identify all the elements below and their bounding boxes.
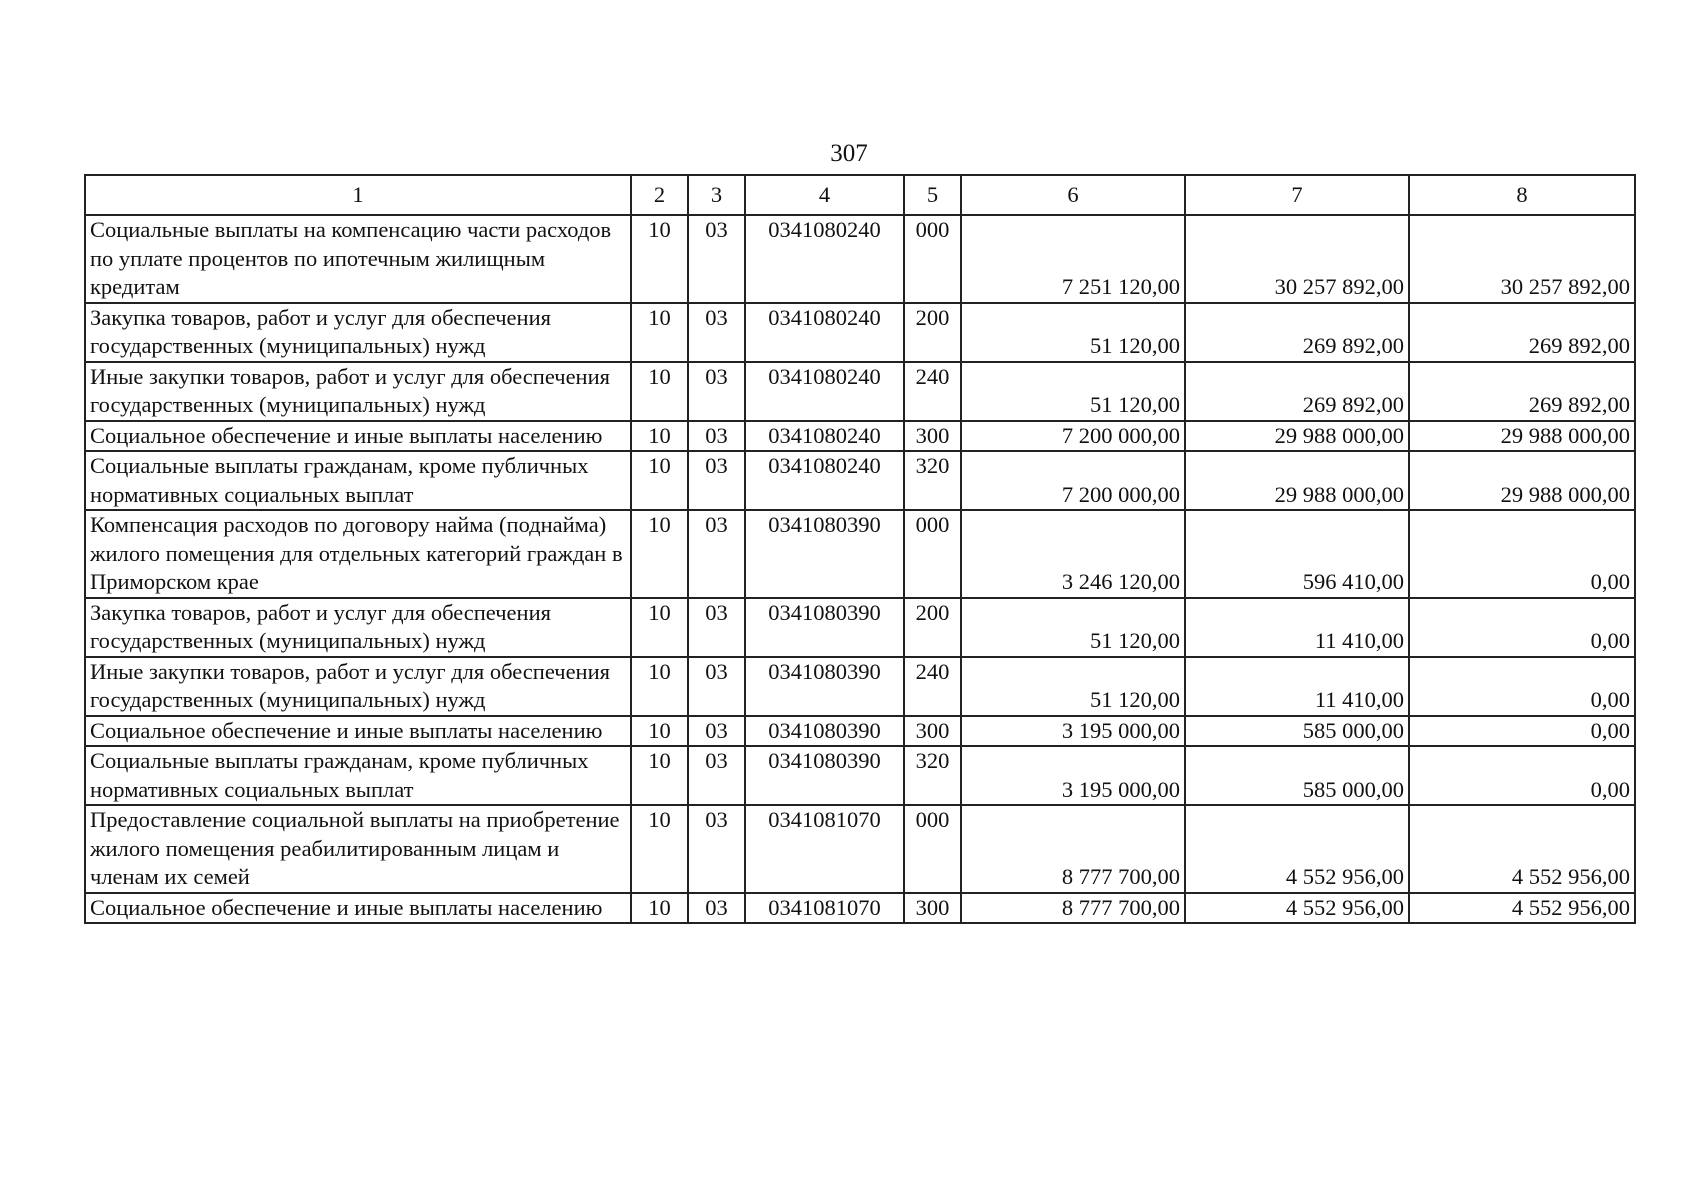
amount-col7-cell: 4 552 956,00 <box>1185 805 1409 893</box>
amount-col8-cell: 29 988 000,00 <box>1409 421 1635 452</box>
page-number: 307 <box>830 140 868 167</box>
column-header: 7 <box>1185 175 1409 215</box>
amount-col7-cell: 585 000,00 <box>1185 716 1409 747</box>
amount-col6-cell: 51 120,00 <box>961 598 1185 657</box>
row-name-cell: Закупка товаров, работ и услуг для обеспечения государственных (муниципальных) нужд <box>85 598 631 657</box>
amount-col8-cell: 30 257 892,00 <box>1409 215 1635 303</box>
target-article-cell: 0341080390 <box>745 657 904 716</box>
amount-col6-cell: 3 195 000,00 <box>961 716 1185 747</box>
amount-col7-cell: 11 410,00 <box>1185 598 1409 657</box>
expense-type-cell: 000 <box>904 215 961 303</box>
expense-type-cell: 240 <box>904 362 961 421</box>
table-row <box>85 893 1635 924</box>
amount-col6-cell: 3 195 000,00 <box>961 746 1185 805</box>
expense-type-cell: 300 <box>904 893 961 924</box>
amount-col8-cell: 0,00 <box>1409 716 1635 747</box>
column-header: 1 <box>85 175 631 215</box>
amount-col6-cell: 8 777 700,00 <box>961 805 1185 893</box>
subsection-code-cell: 03 <box>688 805 745 893</box>
subsection-code-cell: 03 <box>688 893 745 924</box>
table-row <box>85 303 1635 362</box>
table-row <box>85 805 1635 893</box>
amount-col8-cell: 29 988 000,00 <box>1409 451 1635 510</box>
amount-col6-cell: 51 120,00 <box>961 657 1185 716</box>
subsection-code-cell: 03 <box>688 657 745 716</box>
table-row <box>85 215 1635 303</box>
amount-col7-cell: 11 410,00 <box>1185 657 1409 716</box>
expense-type-cell: 200 <box>904 303 961 362</box>
target-article-cell: 0341081070 <box>745 805 904 893</box>
target-article-cell: 0341080240 <box>745 215 904 303</box>
table-row <box>85 362 1635 421</box>
row-name-cell: Социальные выплаты на компенсацию части расходов по уплате процентов по ипотечным жилищным кредитам <box>85 215 631 303</box>
expense-type-cell: 000 <box>904 805 961 893</box>
amount-col7-cell: 29 988 000,00 <box>1185 451 1409 510</box>
amount-col8-cell: 4 552 956,00 <box>1409 805 1635 893</box>
amount-col7-cell: 269 892,00 <box>1185 303 1409 362</box>
amount-col6-cell: 7 200 000,00 <box>961 451 1185 510</box>
subsection-code-cell: 03 <box>688 451 745 510</box>
amount-col8-cell: 0,00 <box>1409 746 1635 805</box>
target-article-cell: 0341080390 <box>745 510 904 598</box>
table-row <box>85 451 1635 510</box>
row-name-cell: Иные закупки товаров, работ и услуг для обеспечения государственных (муниципальных) нужд <box>85 657 631 716</box>
row-name-cell: Закупка товаров, работ и услуг для обеспечения государственных (муниципальных) нужд <box>85 303 631 362</box>
section-code-cell: 10 <box>631 805 688 893</box>
row-name-cell: Социальные выплаты гражданам, кроме публичных нормативных социальных выплат <box>85 746 631 805</box>
budget-table <box>84 174 1636 924</box>
column-header: 6 <box>961 175 1185 215</box>
column-header: 3 <box>688 175 745 215</box>
target-article-cell: 0341080240 <box>745 303 904 362</box>
amount-col7-cell: 30 257 892,00 <box>1185 215 1409 303</box>
expense-type-cell: 200 <box>904 598 961 657</box>
row-name-cell: Социальное обеспечение и иные выплаты населению <box>85 421 631 452</box>
expense-type-cell: 320 <box>904 451 961 510</box>
column-header: 4 <box>745 175 904 215</box>
expense-type-cell: 300 <box>904 716 961 747</box>
amount-col8-cell: 0,00 <box>1409 598 1635 657</box>
section-code-cell: 10 <box>631 893 688 924</box>
amount-col7-cell: 585 000,00 <box>1185 746 1409 805</box>
table-header-row <box>85 175 1635 215</box>
subsection-code-cell: 03 <box>688 303 745 362</box>
amount-col8-cell: 269 892,00 <box>1409 362 1635 421</box>
section-code-cell: 10 <box>631 598 688 657</box>
subsection-code-cell: 03 <box>688 746 745 805</box>
section-code-cell: 10 <box>631 657 688 716</box>
subsection-code-cell: 03 <box>688 716 745 747</box>
row-name-cell: Компенсация расходов по договору найма (поднайма) жилого помещения для отдельных категорий граждан в Приморском крае <box>85 510 631 598</box>
section-code-cell: 10 <box>631 510 688 598</box>
amount-col7-cell: 4 552 956,00 <box>1185 893 1409 924</box>
amount-col6-cell: 8 777 700,00 <box>961 893 1185 924</box>
row-name-cell: Социальное обеспечение и иные выплаты населению <box>85 716 631 747</box>
subsection-code-cell: 03 <box>688 215 745 303</box>
table-row <box>85 746 1635 805</box>
subsection-code-cell: 03 <box>688 362 745 421</box>
section-code-cell: 10 <box>631 215 688 303</box>
section-code-cell: 10 <box>631 362 688 421</box>
target-article-cell: 0341081070 <box>745 893 904 924</box>
row-name-cell: Иные закупки товаров, работ и услуг для обеспечения государственных (муниципальных) нужд <box>85 362 631 421</box>
target-article-cell: 0341080390 <box>745 598 904 657</box>
table-row <box>85 421 1635 452</box>
table-row <box>85 598 1635 657</box>
target-article-cell: 0341080240 <box>745 421 904 452</box>
amount-col7-cell: 29 988 000,00 <box>1185 421 1409 452</box>
amount-col7-cell: 596 410,00 <box>1185 510 1409 598</box>
subsection-code-cell: 03 <box>688 421 745 452</box>
row-name-cell: Социальное обеспечение и иные выплаты населению <box>85 893 631 924</box>
amount-col6-cell: 7 200 000,00 <box>961 421 1185 452</box>
row-name-cell: Социальные выплаты гражданам, кроме публичных нормативных социальных выплат <box>85 451 631 510</box>
expense-type-cell: 300 <box>904 421 961 452</box>
amount-col6-cell: 51 120,00 <box>961 362 1185 421</box>
section-code-cell: 10 <box>631 716 688 747</box>
amount-col6-cell: 3 246 120,00 <box>961 510 1185 598</box>
row-name-cell: Предоставление социальной выплаты на приобретение жилого помещения реабилитированным лицам и членам их семей <box>85 805 631 893</box>
table-row <box>85 657 1635 716</box>
target-article-cell: 0341080390 <box>745 746 904 805</box>
expense-type-cell: 320 <box>904 746 961 805</box>
amount-col8-cell: 0,00 <box>1409 510 1635 598</box>
table-row <box>85 510 1635 598</box>
target-article-cell: 0341080390 <box>745 716 904 747</box>
subsection-code-cell: 03 <box>688 598 745 657</box>
target-article-cell: 0341080240 <box>745 451 904 510</box>
column-header: 2 <box>631 175 688 215</box>
expense-type-cell: 000 <box>904 510 961 598</box>
target-article-cell: 0341080240 <box>745 362 904 421</box>
amount-col8-cell: 269 892,00 <box>1409 303 1635 362</box>
amount-col6-cell: 51 120,00 <box>961 303 1185 362</box>
amount-col8-cell: 4 552 956,00 <box>1409 893 1635 924</box>
column-header: 8 <box>1409 175 1635 215</box>
expense-type-cell: 240 <box>904 657 961 716</box>
column-header: 5 <box>904 175 961 215</box>
amount-col7-cell: 269 892,00 <box>1185 362 1409 421</box>
amount-col8-cell: 0,00 <box>1409 657 1635 716</box>
section-code-cell: 10 <box>631 451 688 510</box>
section-code-cell: 10 <box>631 303 688 362</box>
subsection-code-cell: 03 <box>688 510 745 598</box>
amount-col6-cell: 7 251 120,00 <box>961 215 1185 303</box>
section-code-cell: 10 <box>631 746 688 805</box>
table-row <box>85 716 1635 747</box>
section-code-cell: 10 <box>631 421 688 452</box>
